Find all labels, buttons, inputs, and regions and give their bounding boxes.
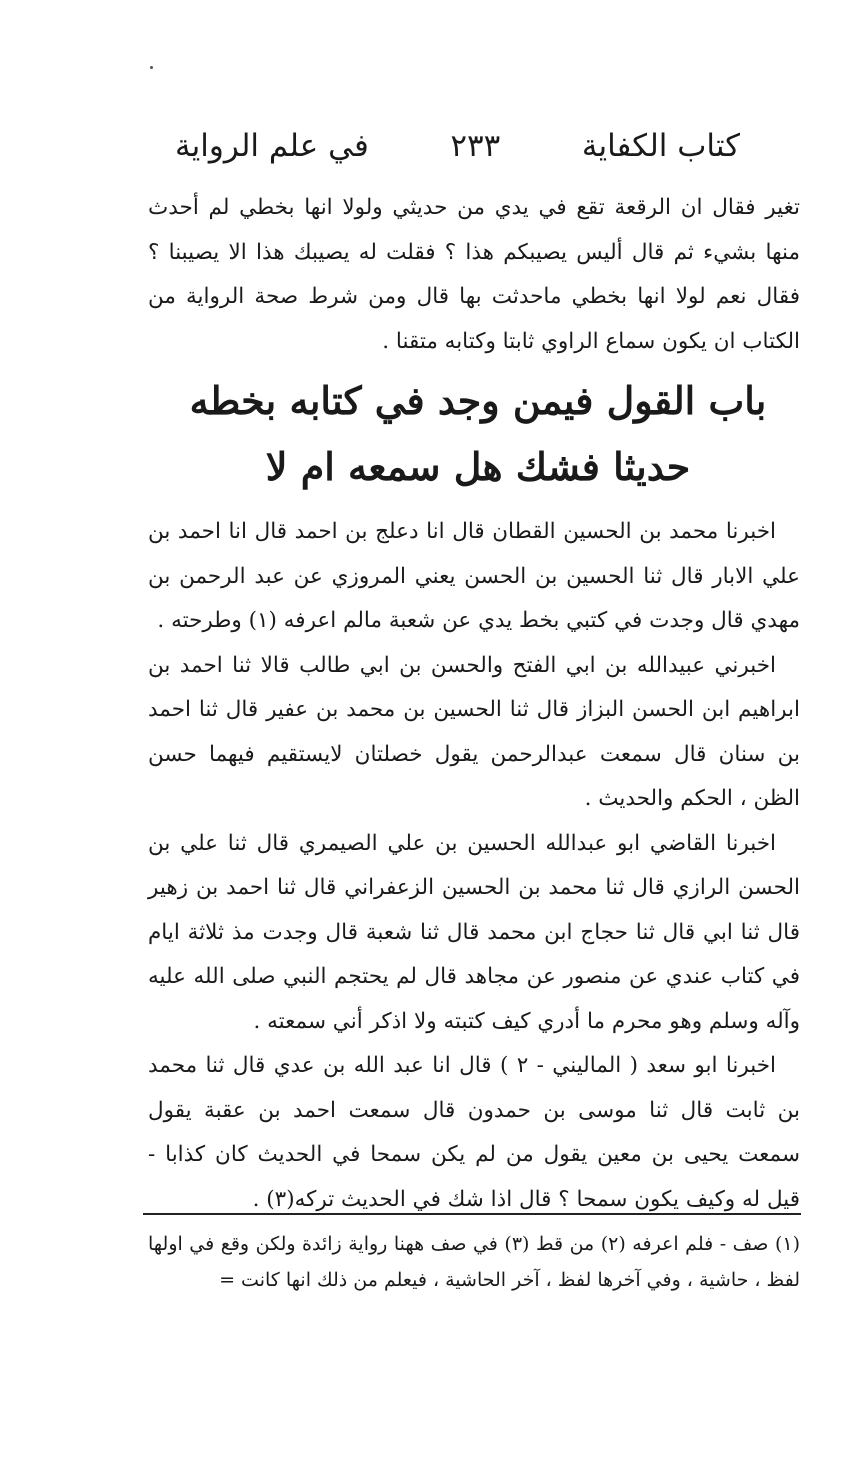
footnote-divider <box>143 1213 801 1215</box>
footnotes <box>148 1226 800 1298</box>
paragraph: اخبرنا القاضي ابو عبدالله الحسين بن علي الصيمري قال ثنا علي بن الحسن الرازي قال ثنا محمد بن الحسين الزعفراني قال ثنا احمد بن زهير قال ثنا ابي قال ثنا حجاج ابن محمد قال ثنا شعبة قال وجدت مذ ثلاثة ايام في كتاب عندي عن منصور عن مجاهد قال لم يحتجم النبي صلى الله عليه وآله وسلم وهو محرم ما أدري كيف كتبته ولا اذكر أني سمعته . <box>148 830 800 1034</box>
running-header <box>175 118 740 174</box>
paragraph: اخبرنا ابو سعد ( الماليني - ٢ ) قال انا عبد الله بن عدي قال ثنا محمد بن ثابت قال ثنا موسى بن حمدون قال سمعت احمد بن عقبة يقول سمعت يحيى بن معين يقول من لم يكن سمحا في الحديث كان كذابا - قيل له وكيف يكون سمحا ؟ قال اذا شك في الحديث تركه(٣) . <box>148 1053 800 1212</box>
paragraph: اخبرنا محمد بن الحسين القطان قال انا دعلج بن احمد قال انا احمد بن علي الابار قال ثنا الحسين بن الحسن يعني المروزي عن عبد الرحمن بن مهدي قال وجدت في كتبي بخط يدي عن شعبة مالم اعرفه (١) وطرحته . <box>148 519 800 633</box>
book-title: كتاب الكفاية <box>581 128 740 164</box>
footnote-text: (١) صف - فلم اعرفه (٢) من قط (٣) في صف ههنا رواية زائدة ولكن وقع في اولها لفظ ، حاشية ، وفي آخرها لفظ ، آخر الحاشية ، فيعلم من ذلك انها كانت = <box>148 1233 801 1291</box>
page-number: ٢٣٣ <box>450 128 501 164</box>
body-text <box>148 510 800 1222</box>
ink-speck <box>150 66 153 69</box>
opening-block <box>148 186 800 364</box>
header-subtitle: في علم الرواية <box>175 128 369 164</box>
chapter-heading-line-2: حديثا فشك هل سمعه ام لا <box>265 444 691 489</box>
paragraph: اخبرني عبيدالله بن ابي الفتح والحسن بن ابي طالب قالا ثنا احمد بن ابراهيم ابن الحسن البزاز قال ثنا الحسين بن محمد بن عفير قال ثنا احمد بن سنان قال سمعت عبدالرحمن يقول خصلتان لايستقيم فيهما حسن الظن ، الحكم والحديث . <box>148 652 800 811</box>
chapter-heading-line-1: باب القول فيمن وجد في كتابه بخطه <box>189 378 767 423</box>
opening-paragraph: تغير فقال ان الرقعة تقع في يدي من حديثي ولولا انها بخطي لم أحدث منها بشيء ثم قال أليس يصيبكم هذا ؟ فقلت له يصيبك هذا الا يصيبنا ؟ فقال نعم لولا انها بخطي ماحدثت بها قال ومن شرط صحة الرواية من الكتاب ان يكون سماع الراوي ثابتا وكتابه متقنا . <box>148 195 800 354</box>
